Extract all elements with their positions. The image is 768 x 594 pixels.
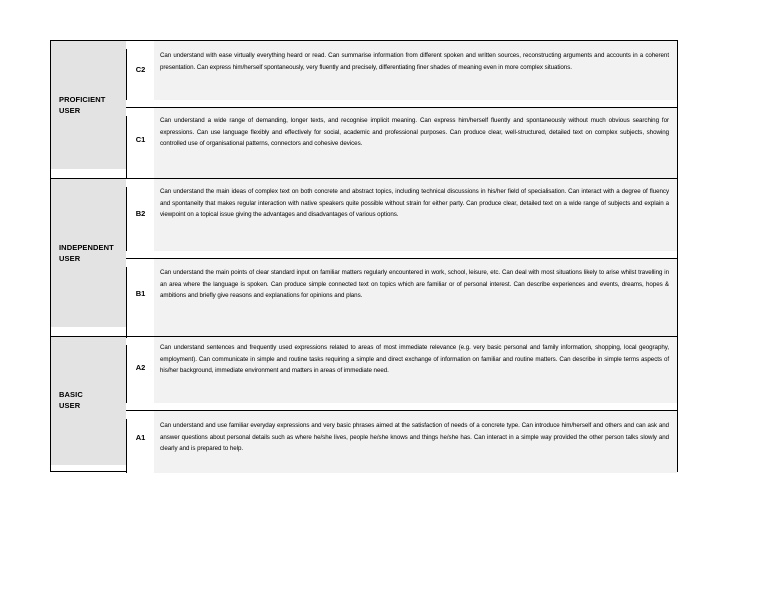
group-label: [59, 389, 83, 411]
level-cell: [126, 187, 155, 257]
group-proficient: [51, 41, 677, 178]
group-basic: [51, 336, 677, 472]
level-cell: [126, 49, 155, 106]
level-description: Can understand the main ideas of complex text on both concrete and abstract topics, including technical discussions in his/her field of specialisation. Can interact with a degree of fluency and spontaneity that makes regular interaction with native speakers quite possible without strain for either party. Can produce clear, detailed text on a wide range of subjects and explain a viewpoint on a topical issue giving the advantages and disadvantages of various options.: [160, 188, 669, 219]
group-label-line2: USER: [59, 254, 81, 263]
group-label-line1: BASIC: [59, 390, 83, 399]
level-code: C2: [135, 65, 146, 74]
group-label: [59, 94, 105, 116]
group-label-line1: PROFICIENT: [59, 95, 106, 104]
level-code: B1: [135, 289, 146, 298]
level-row-c2: [126, 41, 677, 106]
description-cell: [154, 259, 677, 338]
description-cell: [154, 411, 677, 473]
level-description: Can understand a wide range of demanding, longer texts, and recognise implicit meaning. Can express him/herself fluently and spontaneously without much obvious searching for expressions. Can use language flexibly and effectively for social, academic and professional purposes. Can produce clear, well-structured, detailed text on complex subjects, showing controlled use of organisational patterns, connectors and cohesive devices.: [160, 117, 669, 148]
level-cell: [126, 419, 155, 473]
level-row-a1: [126, 410, 677, 473]
group-label-line2: USER: [59, 401, 81, 410]
group-label-line2: USER: [59, 106, 81, 115]
description-cell: [154, 337, 677, 409]
level-cell: [126, 345, 155, 409]
group-label-line1: INDEPENDENT: [59, 243, 114, 252]
level-description: Can understand and use familiar everyday expressions and very basic phrases aimed at the satisfaction of needs of a concrete type. Can introduce him/herself and others and can ask and answer questions about personal details such as where he/she lives, people he/she knows and things he/she has. Can interact in a simple way provided the other person talks slowly and clearly and is prepared to help.: [160, 422, 669, 453]
description-cell: [154, 41, 677, 106]
level-row-c1: [126, 107, 677, 179]
level-description: Can understand the main points of clear standard input on familiar matters regularly encountered in work, school, leisure, etc. Can deal with most situations likely to arise whilst travelling in an area where the language is spoken. Can produce simple connected text on topics which are familiar or of personal interest. Can describe experiences and events, dreams, hopes & ambitions and briefly give reasons and explanations for opinions and plans.: [160, 269, 669, 300]
group-label: [59, 242, 114, 264]
level-row-b1: [126, 258, 677, 338]
group-label-cell: [51, 41, 126, 169]
group-independent: [51, 178, 677, 337]
level-row-a2: [126, 337, 677, 409]
description-cell: [154, 108, 677, 179]
level-cell: [126, 267, 155, 338]
group-label-cell: [51, 337, 126, 465]
group-label-cell: [51, 179, 126, 327]
description-cell: [154, 179, 677, 257]
level-cell: [126, 116, 155, 179]
level-description: Can understand sentences and frequently used expressions related to areas of most immediate relevance (e.g. very basic personal and family information, shopping, local geography, employment). Can communicate in simple and routine tasks requiring a simple and direct exchange of information on familiar and routine matters. Can describe in simple terms aspects of his/her background, immediate environment and matters in areas of immediate need.: [160, 344, 669, 375]
level-code: A1: [135, 433, 146, 442]
level-row-b2: [126, 179, 677, 257]
cefr-levels-table: [50, 40, 678, 472]
level-description: Can understand with ease virtually everything heard or read. Can summarise information from different spoken and written sources, reconstructing arguments and accounts in a coherent presentation. Can express him/herself spontaneously, very fluently and precisely, differentiating finer shades of meaning even in more complex situations.: [160, 52, 669, 71]
level-code: B2: [135, 209, 146, 218]
level-code: C1: [135, 135, 146, 144]
level-code: A2: [135, 363, 146, 372]
